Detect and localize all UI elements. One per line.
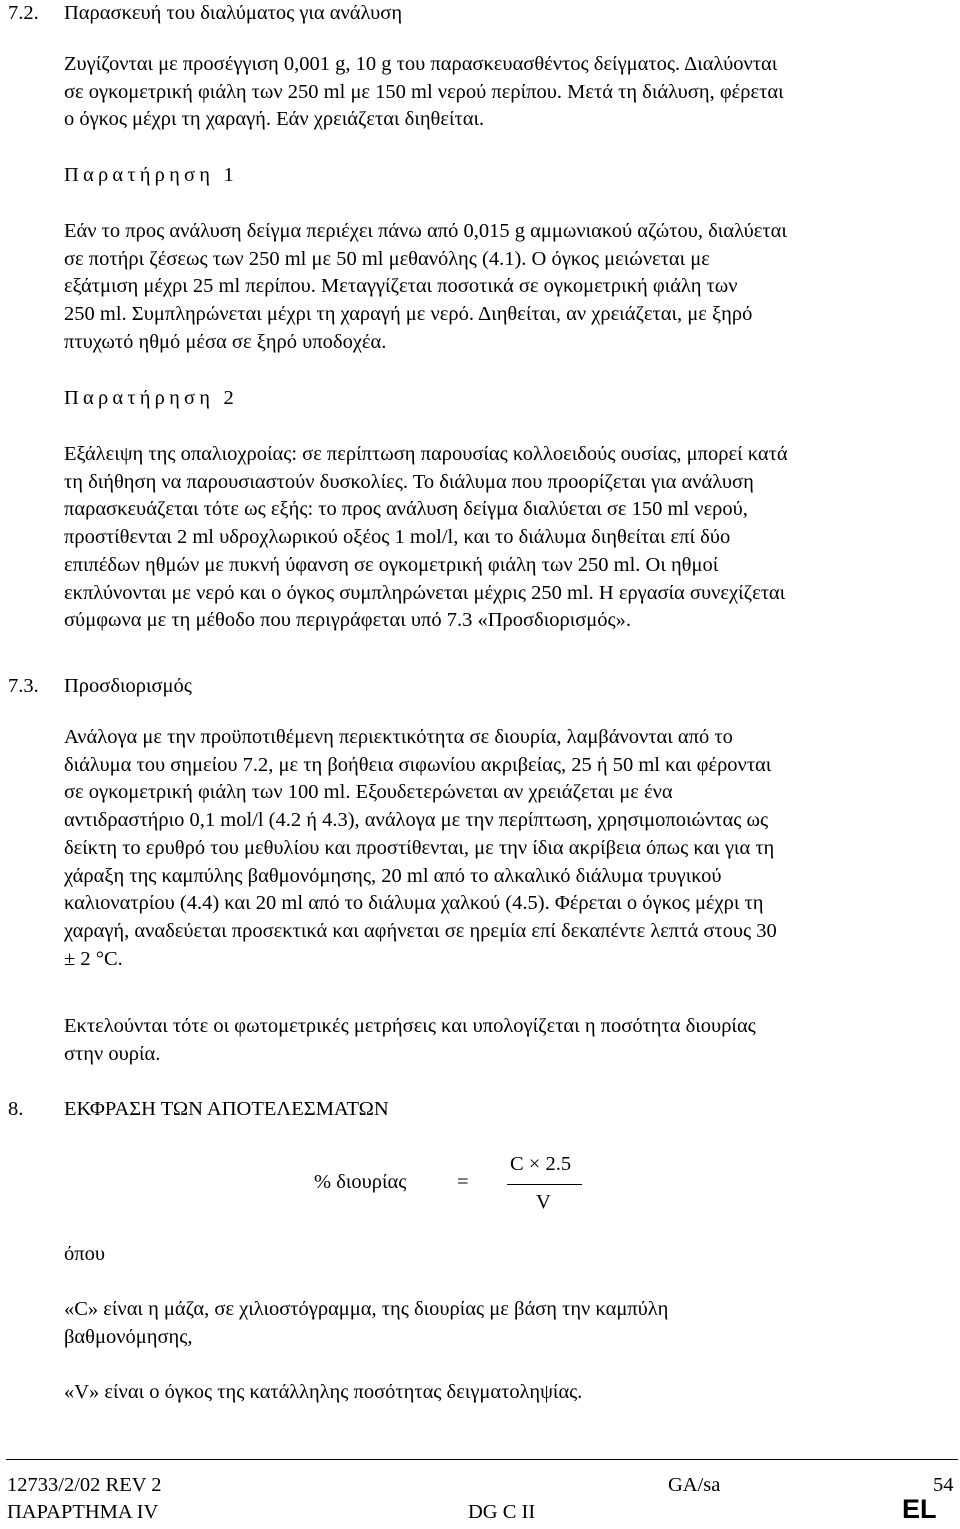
where-label: όπου (64, 1243, 105, 1265)
language-code: EL (902, 1494, 937, 1524)
section-number: 7.2. (8, 2, 39, 24)
text-line: αντιδραστήριο 0,1 mol/l (4.2 ή 4.3), ανάλογα με την περίπτωση, χρησιμοποιώντας ως (64, 809, 769, 832)
section-title: Προσδιορισμός (64, 675, 192, 697)
text-line: 250 ml. Συμπληρώνεται μέχρι τη χαραγή με νερό. Διηθείται, αν χρειάζεται, με ξηρό (64, 303, 753, 326)
text-line: στην ουρία. (64, 1042, 161, 1065)
text-line: χαραγή, αναδεύεται προσεκτικά και αφήνεται σε ηρεμία επί δεκαπέντε λεπτά στους 30 (64, 919, 777, 942)
section-number: 7.3. (8, 675, 39, 697)
definition-v: «V» είναι ο όγκος της κατάλληλης ποσότητας δειγματοληψίας. (64, 1381, 583, 1403)
text-line: εκπλύνονται με νερό και ο όγκος συμπληρώνεται μέχρις 250 ml. Η εργασία συνεχίζεται (64, 581, 786, 604)
text-line: τη διήθηση να παρουσιαστούν δυσκολίες. Το διάλυμα που προορίζεται για ανάλυση (64, 470, 754, 493)
text-line: εξάτμιση μέχρι 25 ml περίπου. Μεταγγίζεται ποσοτικά σε ογκομετρική φιάλη των (64, 275, 738, 298)
formula-lhs: % διουρίας (314, 1171, 407, 1193)
section-number: 8. (8, 1098, 24, 1120)
note-heading: Παρατήρηση 1 (64, 164, 238, 186)
text-line: Εξάλειψη της οπαλιοχροίας: σε περίπτωση παρουσίας κολλοειδούς ουσίας, μπορεί κατά (64, 443, 788, 465)
formula-denominator: V (536, 1191, 551, 1213)
note-heading: Παρατήρηση 2 (64, 387, 238, 409)
text-line: Ζυγίζονται με προσέγγιση 0,001 g, 10 g του παρασκευασθέντος δείγματος. Διαλύονται (64, 53, 778, 75)
text-line: προστίθενται 2 ml υδροχλωρικού οξέος 1 mol/l, και το διάλυμα διηθείται επί δύο (64, 526, 731, 549)
text-line: διάλυμα του σημείου 7.2, με τη βοήθεια σιφωνίου ακριβείας, 25 ή 50 ml και φέρονται (64, 753, 772, 776)
section-title: Παρασκευή του διαλύματος για ανάλυση (64, 2, 403, 24)
text-line: σε ογκομετρική φιάλη των 250 ml με 150 ml νερού περίπου. Μετά τη διάλυση, φέρεται (64, 80, 784, 103)
paragraph (64, 441, 960, 635)
paragraph (64, 724, 960, 973)
formula-numerator: C × 2.5 (510, 1153, 572, 1175)
text-line: Εκτελούνται τότε οι φωτομετρικές μετρήσεις και υπολογίζεται η ποσότητα διουρίας (64, 1015, 756, 1037)
formula-equals: = (457, 1171, 469, 1193)
text-line: ο όγκος μέχρι τη χαραγή. Εάν χρειάζεται διηθείται. (64, 108, 485, 131)
text-line: σε ποτήρι ζέσεως των 250 ml με 50 ml μεθανόλης (4.1). Ο όγκος μειώνεται με (64, 247, 710, 270)
text-line: πτυχωτό ηθμό μέσα σε ξηρό υποδοχέα. (64, 330, 387, 353)
page-number: 54 (933, 1474, 954, 1496)
paragraph (64, 1296, 960, 1351)
text-line: σε ογκομετρική φιάλη των 100 ml. Εξουδετερώνεται αν χρειάζεται με ένα (64, 781, 673, 804)
author-initials: GA/sa (668, 1474, 721, 1496)
text-line: βαθμονόμησης, (64, 1325, 193, 1348)
footer-rule (6, 1459, 958, 1460)
fraction-bar (507, 1184, 582, 1185)
text-line: «C» είναι η μάζα, σε χιλιοστόγραμμα, της διουρίας με βάση την καμπύλη (64, 1298, 669, 1320)
text-line: χάραξη της καμπύλης βαθμονόμησης, 20 ml από το αλκαλικό διάλυμα τρυγικού (64, 864, 722, 887)
text-line: Ανάλογα με την προϋποτιθέμενη περιεκτικότητα σε διουρία, λαμβάνονται από το (64, 726, 733, 748)
paragraph (64, 51, 960, 134)
text-line: Εάν το προς ανάλυση δείγμα περιέχει πάνω από 0,015 g αμμωνιακού αζώτου, διαλύεται (64, 220, 787, 242)
annex-label: ΠΑΡΑΡΤΗΜΑ IV (7, 1501, 159, 1523)
text-line: σύμφωνα με τη μέθοδο που περιγράφεται υπό 7.3 «Προσδιορισμός». (64, 609, 631, 632)
doc-reference: 12733/2/02 REV 2 (7, 1474, 162, 1496)
paragraph (64, 1013, 960, 1068)
section-title: ΕΚΦΡΑΣΗ ΤΩΝ ΑΠΟΤΕΛΕΣΜΑΤΩΝ (64, 1098, 389, 1120)
text-line: επιπέδων ηθμών με πυκνή ύφανση σε ογκομετρική φιάλη των 250 ml. Οι ηθμοί (64, 553, 719, 576)
text-line: καλιονατρίου (4.4) και 20 ml από το διάλυμα χαλκού (4.5). Φέρεται ο όγκος μέχρι τη (64, 892, 764, 915)
text-line: δείκτη το ερυθρό του μεθυλίου και προστίθενται, με την ίδια ακρίβεια όπως και για τη (64, 836, 775, 859)
text-line: ± 2 °C. (64, 947, 123, 970)
text-line: παρασκευάζεται τότε ως εξής: το προς ανάλυση δείγμα διαλύεται σε 150 ml νερού, (64, 498, 748, 521)
paragraph (64, 218, 960, 357)
dg-label: DG C II (468, 1501, 536, 1523)
